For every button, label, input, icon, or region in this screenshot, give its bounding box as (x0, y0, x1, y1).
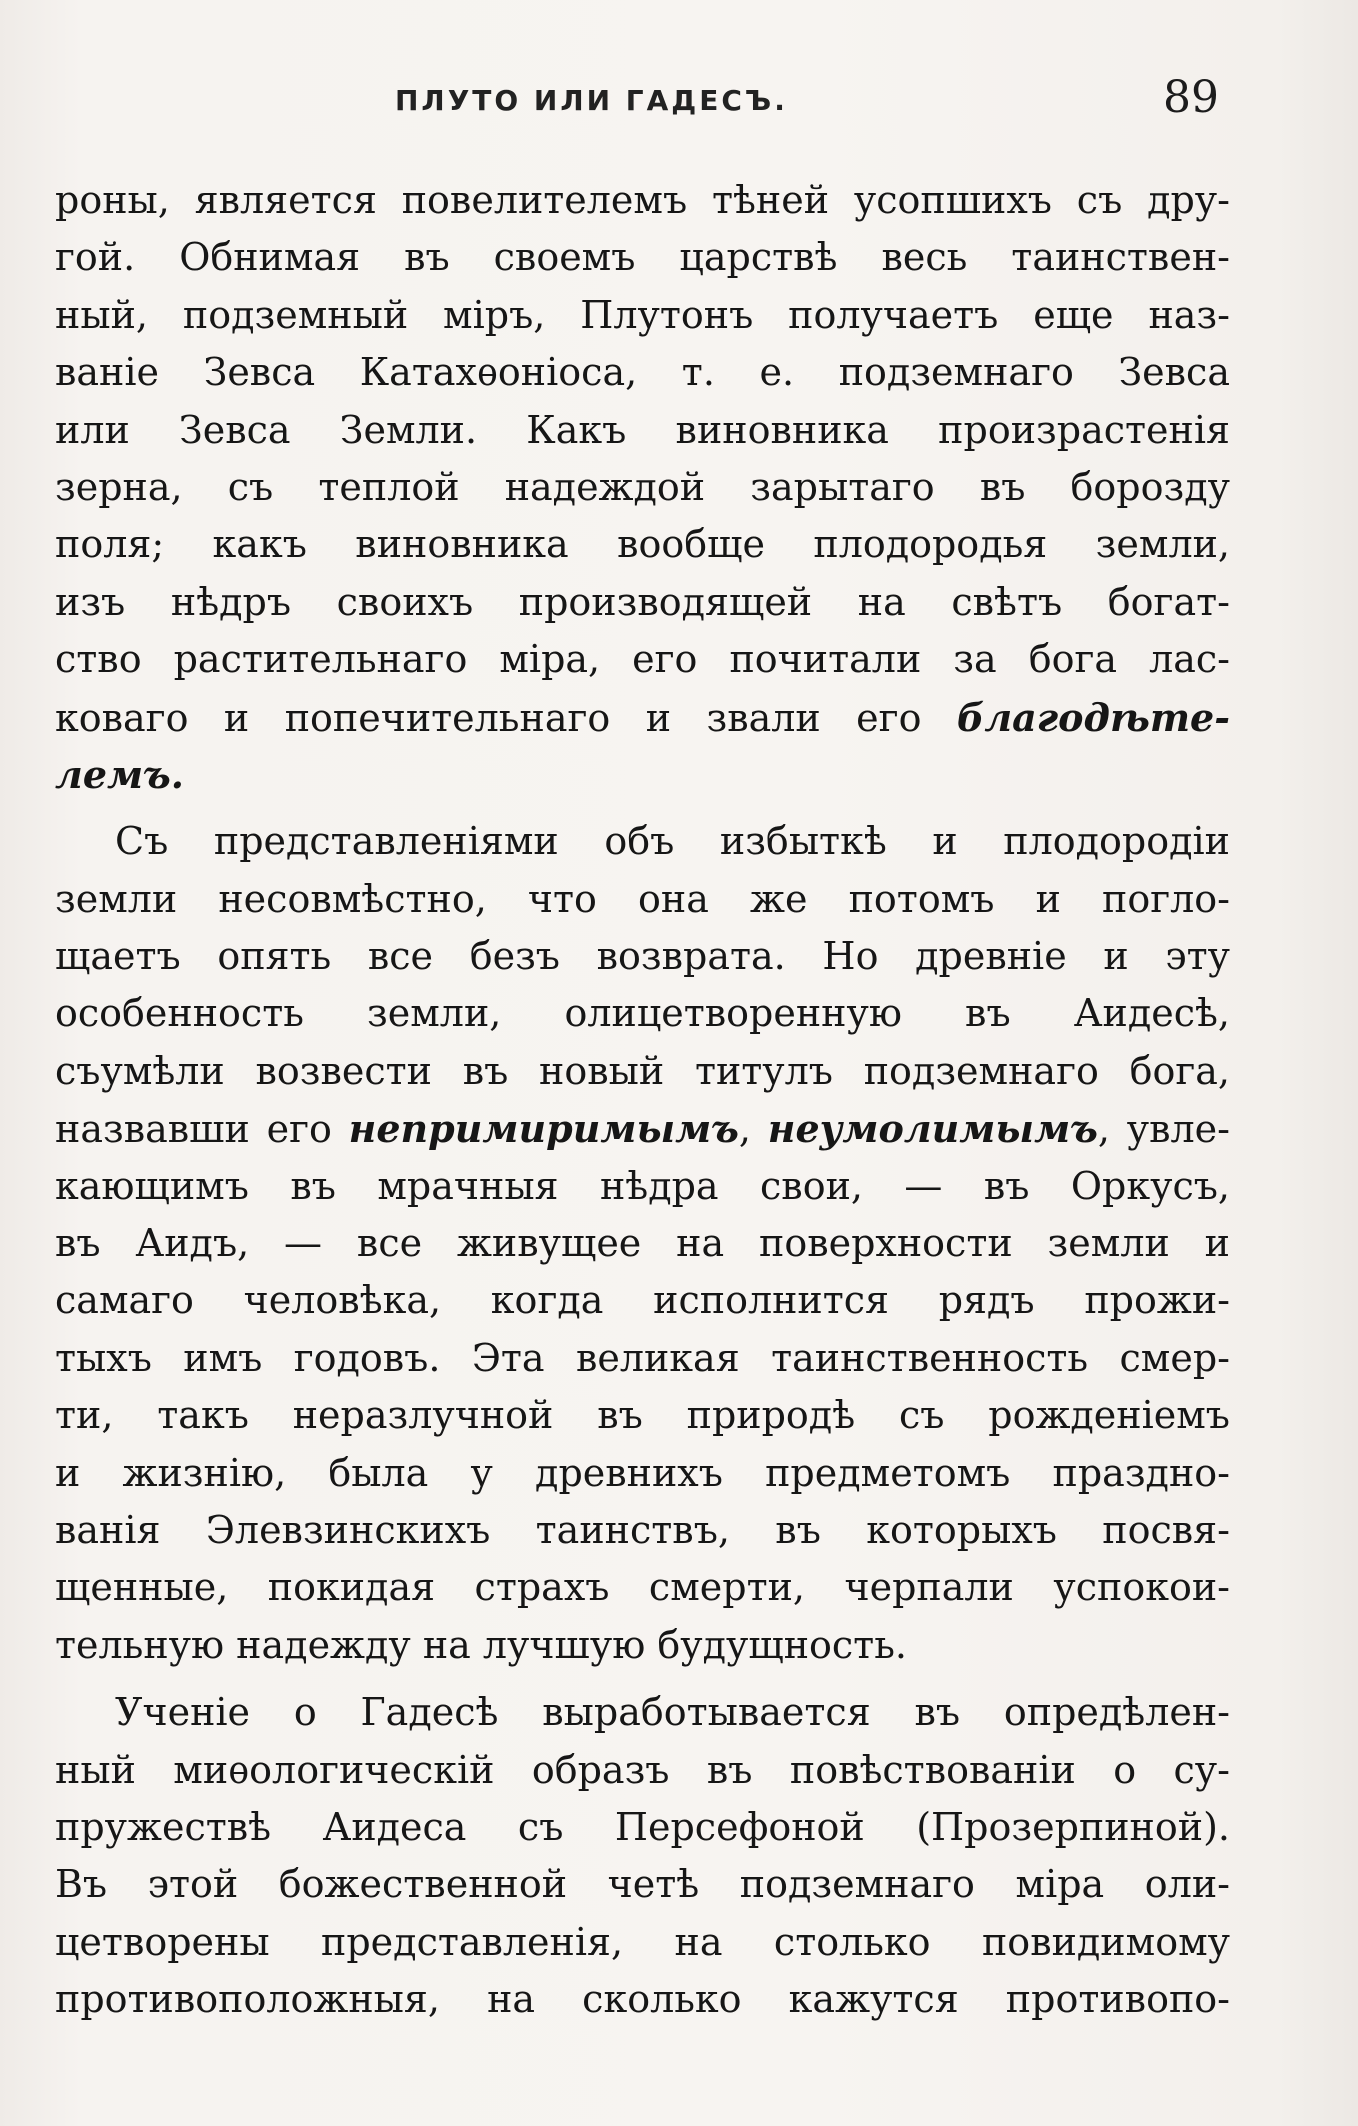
text-line: съумѣли возвести въ новый титулъ подземнаго бога, (55, 1048, 1230, 1093)
text-line: щаетъ опять все безъ возврата. Но древніе и эту (55, 934, 1230, 979)
text-line: изъ нѣдръ своихъ производящей на свѣтъ богат- (55, 579, 1230, 624)
page-number: 89 (1163, 72, 1219, 123)
emphasized-word: неумолимымъ (767, 1106, 1098, 1152)
emphasized-word: непримиримымъ (348, 1106, 739, 1152)
text-line: тельную надежду на лучшую будущность. (55, 1622, 907, 1667)
text-line: гой. Обнимая въ своемъ царствѣ весь таинствен- (55, 235, 1230, 280)
text-line: цетворены представленія, на столько повидимому (55, 1919, 1230, 1964)
page-header (0, 72, 1358, 132)
text-line: зерна, съ теплой надеждой зарытаго въ борозду (55, 464, 1230, 509)
text-line: пружествѣ Аидеса съ Персефоной (Прозерпиной). (55, 1804, 1230, 1849)
text-segment: , увле- (1097, 1107, 1230, 1152)
text-line: кающимъ въ мрачныя нѣдра свои, — въ Оркусъ, (55, 1163, 1230, 1208)
text-line: земли несовмѣстно, что она же потомъ и погло- (55, 876, 1230, 921)
text-line: ный, подземный міръ, Плутонъ получаетъ еще наз- (55, 292, 1230, 337)
text-line: Въ этой божественной четѣ подземнаго міра оли- (55, 1862, 1230, 1907)
text-line: ство растительнаго міра, его почитали за бога лас- (55, 637, 1230, 682)
text-line: роны, является повелителемъ тѣней усопшихъ съ дру- (55, 178, 1230, 222)
text-line: тыхъ имъ годовъ. Эта великая таинственность смер- (55, 1335, 1230, 1380)
text-line: ти, такъ неразлучной въ природѣ съ рожденіемъ (55, 1393, 1230, 1438)
text-segment: коваго и попечительнаго и звали его (55, 695, 922, 740)
text-line: щенные, покидая страхъ смерти, черпали успокои- (55, 1565, 1230, 1610)
text-line: и жизнію, была у древнихъ предметомъ праздно- (55, 1450, 1230, 1495)
text-line: ванія Элевзинскихъ таинствъ, въ которыхъ посвя- (55, 1507, 1230, 1552)
text-line: лемъ. (55, 751, 184, 797)
text-line (55, 689, 1230, 746)
paragraph-start: Ученіе о Гадесѣ выработывается въ опредѣлен- (115, 1690, 1230, 1735)
text-line: ный миѳологическій образъ въ повѣствованіи о су- (55, 1747, 1230, 1792)
emphasized-word: благодѣте- (956, 694, 1230, 740)
text-line: особенность земли, олицетворенную въ Аидесѣ, (55, 991, 1230, 1036)
text-segment: назвавши его (55, 1107, 332, 1152)
body-text (55, 172, 1230, 2029)
text-line: назвавши его непримиримымъ, неумолимымъ, увле- (55, 1106, 1230, 1152)
text-line: самаго человѣка, когда исполнится рядъ прожи- (55, 1278, 1230, 1323)
text-line: въ Аидъ, — все живущее на поверхности земли и (55, 1221, 1230, 1266)
text-line: ваніе Зевса Катахѳоніоса, т. е. подземнаго Зевса (55, 350, 1230, 395)
text-line: поля; какъ виновника вообще плодородья земли, (55, 522, 1230, 567)
text-line: противоположныя, на сколько кажутся противопо- (55, 1977, 1230, 2022)
running-title: ПЛУТО ИЛИ ГАДЕСЪ. (395, 84, 788, 117)
text-line: или Зевса Земли. Какъ виновника произрастенія (55, 407, 1230, 452)
paragraph-start: Съ представленіями объ избыткѣ и плодородіи (115, 819, 1230, 864)
